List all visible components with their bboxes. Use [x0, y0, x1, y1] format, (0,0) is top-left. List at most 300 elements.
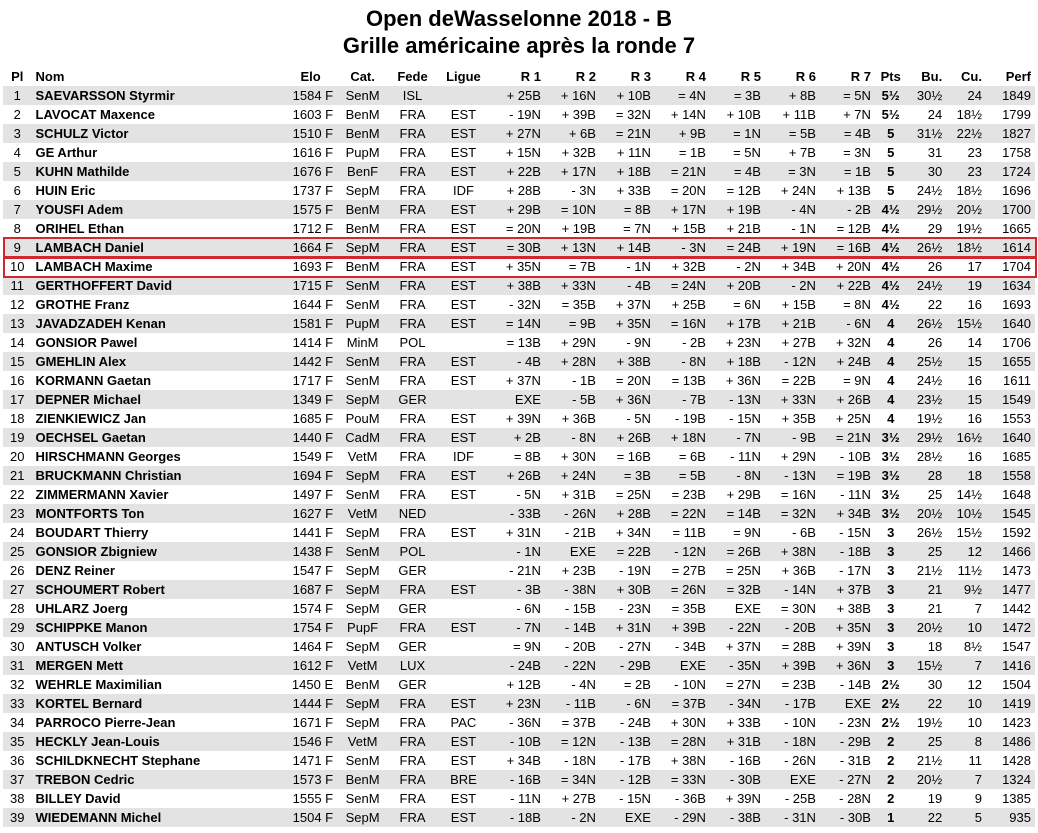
cell-round-5: = 24B — [726, 240, 761, 255]
cell-performance: 935 — [1009, 810, 1031, 825]
cell-cumulative: 20½ — [956, 202, 982, 217]
cell-round-2: - 3N — [571, 183, 596, 198]
table-row — [3, 105, 1035, 124]
cell-round-7: - 14B — [839, 677, 871, 692]
cell-round-4: = 5B — [678, 468, 706, 483]
cell-name: OECHSEL Gaetan — [35, 430, 146, 445]
cell-federation: FRA — [399, 696, 426, 711]
cell-round-2: - 14B — [564, 620, 596, 635]
cell-round-2: + 39B — [561, 107, 596, 122]
cell-name: BILLEY David — [35, 791, 121, 806]
cell-round-1: + 29B — [506, 202, 541, 217]
cell-points: 2 — [887, 753, 895, 768]
cell-round-4: + 38N — [670, 753, 706, 768]
table-row — [3, 485, 1035, 504]
cell-round-7: + 34B — [836, 506, 871, 521]
cell-place: 4 — [13, 145, 21, 160]
cell-round-2: - 20B — [564, 639, 596, 654]
cell-round-4: - 19B — [674, 411, 706, 426]
cell-league: EST — [450, 126, 477, 141]
cell-place: 7 — [13, 202, 21, 217]
cell-league — [437, 656, 490, 675]
cell-league — [437, 504, 490, 523]
table-row — [3, 694, 1035, 713]
cell-round-6: - 10N — [784, 715, 816, 730]
cell-buchholz: 25 — [927, 544, 943, 559]
cell-name: UHLARZ Joerg — [35, 601, 128, 616]
cell-round-2: + 24N — [560, 468, 596, 483]
table-row — [3, 390, 1035, 409]
cell-round-4: - 7B — [682, 392, 706, 407]
table-row — [3, 181, 1035, 200]
cell-place: 24 — [10, 525, 25, 540]
cell-round-2: = 10N — [560, 202, 596, 217]
cell-cumulative: 16½ — [956, 430, 982, 445]
header-r6: R 6 — [795, 68, 816, 84]
cell-round-5: EXE — [734, 601, 761, 616]
cell-cumulative: 9½ — [963, 582, 982, 597]
cell-round-4: + 14N — [670, 107, 706, 122]
cell-buchholz: 24½ — [916, 278, 943, 293]
cell-federation: FRA — [399, 297, 426, 312]
cell-cumulative: 11½ — [957, 563, 982, 578]
cell-category: SepM — [345, 639, 380, 654]
cell-round-3: + 18B — [616, 164, 651, 179]
cell-round-7: - 23N — [839, 715, 871, 730]
cell-league — [437, 86, 490, 105]
cell-round-2: - 11B — [565, 696, 596, 711]
cell-round-4: = 22N — [670, 506, 706, 521]
cell-category: VetM — [347, 658, 378, 673]
cell-round-6: + 29N — [780, 449, 816, 464]
cell-points: 2½ — [881, 696, 900, 711]
cell-federation: LUX — [399, 658, 426, 673]
cell-elo: 1581 F — [292, 316, 334, 331]
cell-buchholz: 22 — [927, 810, 943, 825]
cell-place: 9 — [13, 240, 21, 255]
cell-performance: 1827 — [1002, 126, 1031, 141]
cell-round-2: = 34N — [560, 772, 596, 787]
cell-league: EST — [450, 620, 477, 635]
cell-cumulative: 15½ — [956, 525, 982, 540]
cell-round-4: + 18N — [670, 430, 706, 445]
cell-round-5: + 37N — [725, 639, 761, 654]
cell-round-1: + 25B — [506, 88, 541, 103]
cell-round-5: = 27N — [725, 677, 761, 692]
cell-name: LAMBACH Daniel — [35, 240, 144, 255]
cell-round-5: + 23N — [725, 335, 761, 350]
header-r1: R 1 — [520, 68, 541, 84]
cell-round-4: + 17N — [670, 202, 706, 217]
cell-round-4: = 23B — [671, 487, 706, 502]
cell-name: GONSIOR Zbigniew — [35, 544, 157, 559]
cell-performance: 1466 — [1002, 544, 1031, 559]
cell-round-1: - 5N — [516, 487, 541, 502]
cell-round-3: - 1N — [626, 259, 651, 274]
table-row — [3, 428, 1035, 447]
cell-round-1: = 20N — [505, 221, 541, 236]
cell-round-1: + 39N — [505, 411, 541, 426]
cell-league: EST — [450, 221, 477, 236]
cell-performance: 1442 — [1002, 601, 1031, 616]
cell-performance: 1473 — [1002, 563, 1031, 578]
cell-league: EST — [450, 373, 477, 388]
cell-round-4: = 11B — [672, 525, 706, 540]
cell-round-7: - 11N — [840, 487, 871, 502]
cell-federation: FRA — [399, 468, 426, 483]
cell-buchholz: 19 — [927, 791, 943, 806]
cell-round-6: + 33N — [780, 392, 816, 407]
cell-federation: FRA — [399, 221, 426, 236]
cell-round-3: = 21N — [615, 126, 651, 141]
cell-cumulative: 15 — [967, 392, 982, 407]
cell-round-7: + 25N — [835, 411, 871, 426]
cell-performance: 1324 — [1002, 772, 1031, 787]
cell-name: TREBON Cedric — [35, 772, 135, 787]
cell-round-6: - 31N — [784, 810, 816, 825]
cell-federation: FRA — [399, 715, 426, 730]
cell-elo: 1440 F — [292, 430, 334, 445]
cell-elo: 1441 F — [292, 525, 334, 540]
cell-buchholz: 21½ — [916, 753, 943, 768]
cell-round-7: - 2B — [847, 202, 871, 217]
cell-points: 4½ — [881, 202, 900, 217]
cell-buchholz: 25 — [927, 734, 943, 749]
cell-buchholz: 24 — [927, 107, 943, 122]
cell-round-5: = 32B — [726, 582, 761, 597]
cell-round-7: = 5N — [843, 88, 871, 103]
table-row — [3, 409, 1035, 428]
cell-performance: 1724 — [1002, 164, 1031, 179]
cell-league: IDF — [452, 449, 474, 464]
cell-round-7: - 29B — [839, 734, 871, 749]
cell-round-5: + 10B — [726, 107, 761, 122]
cell-name: LAMBACH Maxime — [35, 259, 153, 274]
cell-federation: FRA — [399, 411, 426, 426]
cell-buchholz: 18 — [927, 639, 943, 654]
cell-points: 4 — [887, 335, 895, 350]
cell-place: 26 — [10, 563, 25, 578]
cell-buchholz: 25½ — [916, 354, 943, 369]
cell-round-5: = 26B — [726, 544, 761, 559]
cell-round-2: = 9B — [568, 316, 596, 331]
cell-place: 39 — [10, 810, 25, 825]
cell-elo: 1414 F — [292, 335, 334, 350]
cell-round-7: + 39N — [835, 639, 871, 654]
cell-buchholz: 26½ — [916, 316, 943, 331]
cell-elo: 1612 F — [292, 658, 334, 673]
cell-round-4: - 3N — [681, 240, 706, 255]
cell-round-2: + 13N — [560, 240, 596, 255]
cell-round-6: - 6B — [792, 525, 816, 540]
cell-round-6: + 21B — [781, 316, 816, 331]
cell-elo: 1717 F — [292, 373, 334, 388]
cell-performance: 1611 — [1003, 373, 1031, 388]
cell-round-5: - 11N — [730, 449, 761, 464]
cell-round-7: EXE — [844, 696, 871, 711]
cell-round-6: - 2N — [791, 278, 816, 293]
cell-name: BRUCKMANN Christian — [35, 468, 182, 483]
cell-place: 17 — [10, 392, 25, 407]
cell-league: EST — [450, 468, 477, 483]
cell-round-2: - 38N — [564, 582, 596, 597]
cell-round-6: - 9B — [792, 430, 816, 445]
cell-place: 22 — [10, 487, 25, 502]
cell-category: SepM — [345, 715, 380, 730]
cell-round-7: - 10B — [839, 449, 871, 464]
cell-league: BRE — [450, 772, 477, 787]
cell-league — [437, 390, 490, 409]
cell-round-3: - 27N — [619, 639, 651, 654]
header-fede: Fede — [397, 68, 428, 84]
cell-cumulative: 8½ — [963, 639, 982, 654]
cell-federation: FRA — [399, 107, 426, 122]
table-row — [3, 276, 1035, 295]
cell-buchholz: 24½ — [916, 183, 943, 198]
cell-points: 3½ — [881, 506, 900, 521]
table-row — [3, 124, 1035, 143]
cell-performance: 1385 — [1002, 791, 1031, 806]
cell-round-1: - 11N — [510, 791, 541, 806]
cell-round-3: = 7N — [623, 221, 651, 236]
cell-place: 35 — [10, 734, 25, 749]
cell-federation: GER — [398, 601, 427, 616]
cell-round-3: - 24B — [619, 715, 651, 730]
cell-federation: FRA — [399, 772, 426, 787]
cell-round-3: - 15N — [619, 791, 651, 806]
cell-league — [437, 561, 490, 580]
cell-performance: 1423 — [1002, 715, 1031, 730]
cell-category: SepM — [345, 563, 380, 578]
cell-federation: ISL — [402, 88, 423, 103]
cell-cumulative: 10 — [967, 696, 982, 711]
cell-federation: FRA — [399, 373, 426, 388]
cell-league — [437, 637, 490, 656]
cell-performance: 1634 — [1002, 278, 1031, 293]
cell-elo: 1687 F — [292, 582, 334, 597]
cell-round-1: = 8B — [513, 449, 541, 464]
cell-category: BenM — [345, 202, 380, 217]
cell-round-5: - 16B — [729, 753, 761, 768]
cell-place: 11 — [10, 278, 24, 293]
cell-performance: 1640 — [1002, 430, 1031, 445]
cell-name: SCHILDKNECHT Stephane — [35, 753, 201, 768]
cell-points: 4 — [887, 316, 895, 331]
cell-buchholz: 20½ — [916, 772, 943, 787]
cell-round-2: = 12N — [560, 734, 596, 749]
cell-league: EST — [450, 240, 477, 255]
cell-elo: 1693 F — [292, 259, 334, 274]
cell-federation: GER — [398, 392, 427, 407]
cell-elo: 1442 F — [292, 354, 334, 369]
page-title: Open deWasselonne 2018 - B — [365, 6, 673, 31]
cell-federation: FRA — [399, 259, 426, 274]
cell-round-5: + 36N — [725, 373, 761, 388]
cell-round-7: = 1B — [843, 164, 871, 179]
cell-league: EST — [450, 354, 477, 369]
cell-round-6: + 35B — [781, 411, 816, 426]
cell-cumulative: 14½ — [956, 487, 982, 502]
cell-federation: FRA — [399, 240, 426, 255]
cell-round-5: + 21B — [726, 221, 761, 236]
cell-name: SAEVARSSON Styrmir — [35, 88, 175, 103]
cell-federation: FRA — [399, 126, 426, 141]
cell-elo: 1444 F — [292, 696, 334, 711]
cell-round-7: + 7N — [843, 107, 871, 122]
cell-round-5: + 19B — [726, 202, 761, 217]
cell-buchholz: 21 — [927, 582, 943, 597]
cell-round-2: - 15B — [564, 601, 596, 616]
cell-league: EST — [450, 810, 477, 825]
cell-cumulative: 10 — [967, 620, 982, 635]
table-row — [3, 751, 1035, 770]
cell-elo: 1627 F — [292, 506, 334, 521]
cell-points: 5½ — [881, 88, 900, 103]
cell-name: JAVADZADEH Kenan — [35, 316, 166, 331]
table-row — [3, 523, 1035, 542]
cell-points: 2½ — [881, 677, 900, 692]
cell-round-6: + 24N — [780, 183, 816, 198]
cell-buchholz: 26 — [927, 259, 943, 274]
cell-round-7: + 24B — [836, 354, 871, 369]
cell-buchholz: 19½ — [916, 715, 943, 730]
cell-name: GMEHLIN Alex — [35, 354, 127, 369]
table-row — [3, 504, 1035, 523]
cell-round-4: - 2B — [682, 335, 706, 350]
cell-elo: 1555 F — [292, 791, 334, 806]
header-r7: R 7 — [850, 68, 871, 84]
cell-round-4: = 21N — [670, 164, 706, 179]
page-subtitle: Grille américaine après la ronde 7 — [342, 33, 696, 58]
cell-round-1: - 4B — [517, 354, 541, 369]
cell-cumulative: 9 — [974, 791, 982, 806]
cell-round-1: + 34B — [506, 753, 541, 768]
cell-round-6: + 39B — [781, 658, 816, 673]
cell-points: 4½ — [881, 259, 900, 274]
cell-round-7: + 37B — [836, 582, 871, 597]
cell-round-7: + 26B — [836, 392, 871, 407]
cell-round-5: = 6N — [733, 297, 761, 312]
cell-points: 5 — [887, 145, 895, 160]
cell-elo: 1616 F — [292, 145, 334, 160]
cell-round-7: = 8N — [843, 297, 871, 312]
cell-round-4: - 12N — [674, 544, 706, 559]
cell-round-5: - 34N — [729, 696, 761, 711]
cell-name: GERTHOFFERT David — [35, 278, 173, 293]
cell-round-5: - 2N — [736, 259, 761, 274]
cell-round-6: - 1N — [791, 221, 816, 236]
cell-round-4: = 16N — [670, 316, 706, 331]
cell-round-5: = 12B — [726, 183, 761, 198]
cell-performance: 1849 — [1002, 88, 1031, 103]
cell-place: 13 — [10, 316, 25, 331]
cell-buchholz: 23½ — [916, 392, 943, 407]
cell-league: EST — [450, 734, 477, 749]
cell-round-2: + 33N — [560, 278, 596, 293]
cell-league: EST — [450, 791, 477, 806]
table-row — [3, 770, 1035, 789]
cell-round-5: = 3B — [733, 88, 761, 103]
cell-category: SenM — [345, 791, 380, 806]
cell-buchholz: 15½ — [916, 658, 943, 673]
cell-league: IDF — [452, 183, 474, 198]
cell-category: SepM — [345, 240, 380, 255]
cell-buchholz: 22 — [927, 696, 943, 711]
cell-round-4: = 26N — [670, 582, 706, 597]
cell-points: 4½ — [881, 221, 900, 236]
cell-place: 18 — [10, 411, 25, 426]
cell-round-4: + 15B — [671, 221, 706, 236]
cell-round-6: = 23B — [781, 677, 816, 692]
cell-round-4: + 32B — [671, 259, 706, 274]
cell-place: 5 — [13, 164, 21, 179]
cell-round-5: - 38B — [729, 810, 761, 825]
cell-place: 32 — [10, 677, 25, 692]
cell-elo: 1584 F — [292, 88, 334, 103]
cell-round-2: - 4N — [571, 677, 596, 692]
cell-round-5: + 17B — [726, 316, 761, 331]
cell-round-1: + 2B — [513, 430, 541, 445]
cell-name: LAVOCAT Maxence — [35, 107, 155, 122]
cell-place: 12 — [10, 297, 25, 312]
cell-round-6: - 14N — [784, 582, 816, 597]
cell-round-1: - 16B — [509, 772, 541, 787]
table-row — [3, 618, 1035, 637]
cell-round-3: + 28B — [616, 506, 651, 521]
cell-points: 4 — [887, 354, 895, 369]
cell-category: SepM — [345, 810, 380, 825]
cell-league: EST — [450, 316, 477, 331]
cell-round-7: = 21N — [835, 430, 871, 445]
cell-round-3: + 31N — [615, 620, 651, 635]
cell-round-7: = 16B — [836, 240, 871, 255]
cell-place: 10 — [10, 259, 25, 274]
cell-round-4: = 6B — [678, 449, 706, 464]
cell-points: 3 — [887, 639, 895, 654]
cell-round-1: - 1N — [516, 544, 541, 559]
cell-round-2: + 29N — [560, 335, 596, 350]
cell-name: ANTUSCH Volker — [35, 639, 142, 654]
cell-place: 38 — [10, 791, 25, 806]
cell-points: 5 — [887, 164, 895, 179]
cell-name: GE Arthur — [35, 145, 98, 160]
header-bu: Bu. — [921, 68, 943, 84]
cell-round-4: + 39B — [671, 620, 706, 635]
cell-category: BenM — [345, 772, 380, 787]
cell-elo: 1438 F — [292, 544, 334, 559]
cell-round-3: + 30B — [616, 582, 651, 597]
cell-category: VetM — [347, 449, 378, 464]
cell-federation: FRA — [399, 810, 426, 825]
cell-elo: 1547 F — [292, 563, 334, 578]
cell-round-7: - 31B — [839, 753, 871, 768]
cell-round-7: = 4B — [843, 126, 871, 141]
cell-round-4: = 33N — [670, 772, 706, 787]
cell-round-3: + 34N — [615, 525, 651, 540]
cell-place: 25 — [10, 544, 25, 559]
cell-buchholz: 28 — [927, 468, 943, 483]
cell-round-3: = 3B — [623, 468, 651, 483]
cell-place: 34 — [10, 715, 25, 730]
cell-category: SenM — [345, 753, 380, 768]
header-nom: Nom — [35, 68, 65, 84]
cell-round-7: - 18B — [839, 544, 871, 559]
cell-round-2: - 2N — [571, 810, 596, 825]
cell-name: DENZ Reiner — [35, 563, 115, 578]
table-row — [3, 219, 1035, 238]
cell-name: ZIENKIEWICZ Jan — [35, 411, 147, 426]
cell-name: MERGEN Mett — [35, 658, 123, 673]
